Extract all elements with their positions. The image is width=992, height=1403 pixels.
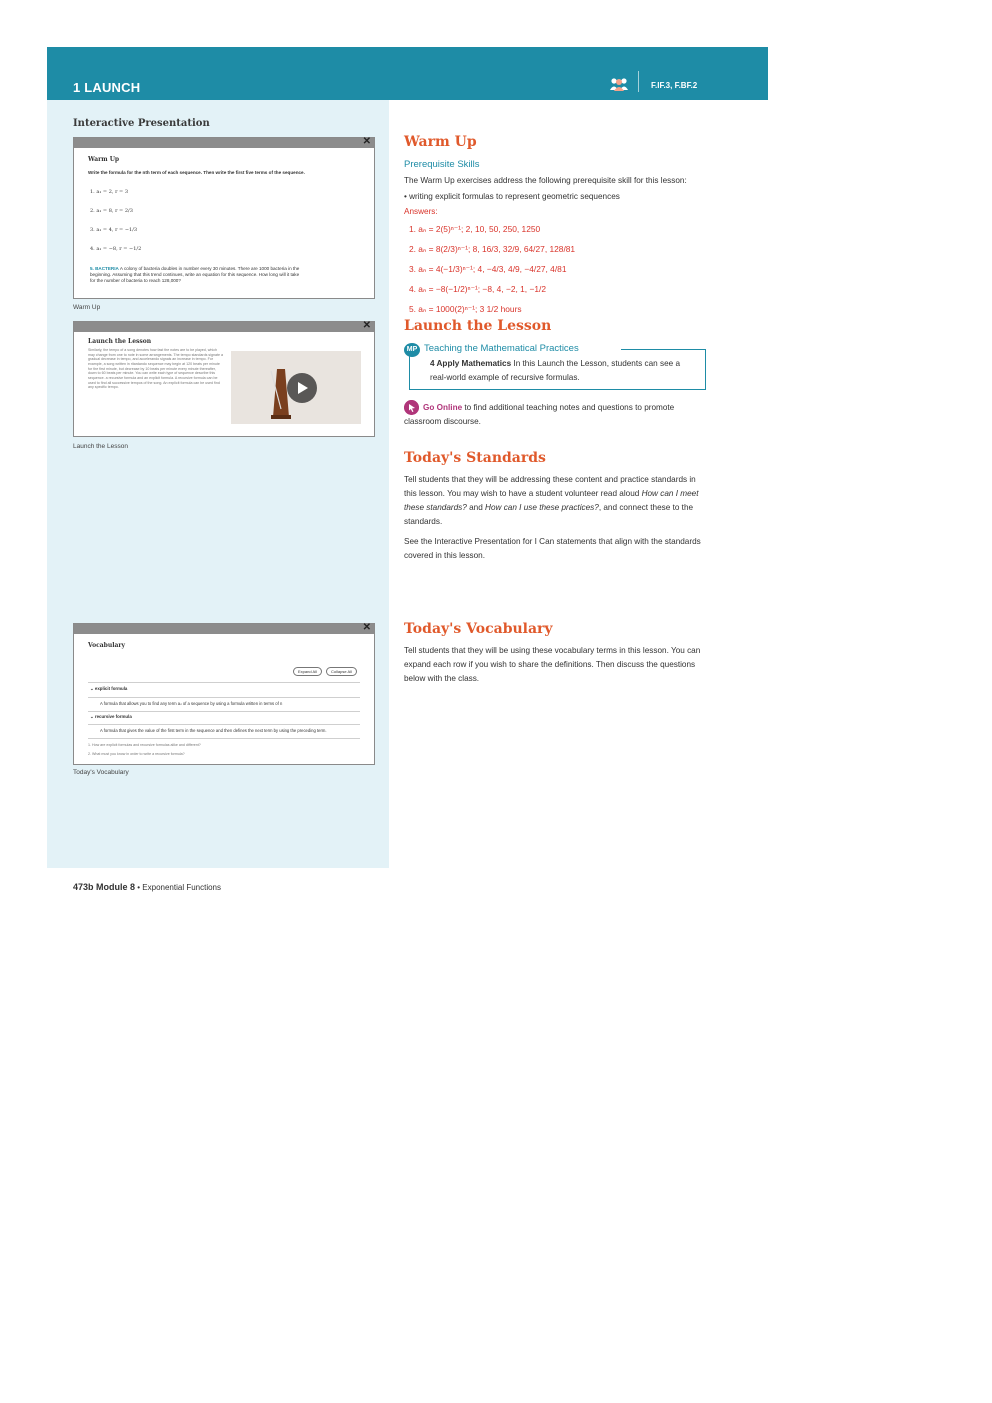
bacteria-text: A colony of bacteria doubles in number every 30 minutes. There are 1000 bacteria in the beginning. Assuming that this trend continues, write an equation for this sequence. How long will it take for the number of bacteria to reach 128,000? (90, 266, 300, 284)
warmup-instruction: Write the formula for the nth term of each sequence. Then write the first five terms of the sequence. (88, 170, 305, 175)
group-icon (609, 77, 629, 91)
mp-bold: 4 Apply Mathematics (430, 359, 512, 368)
warmup-title: Warm Up (404, 134, 477, 150)
answers-label: Answers: (404, 207, 438, 216)
interactive-presentation-title: Interactive Presentation (73, 118, 210, 129)
go-online-link[interactable]: Go Online (423, 403, 463, 412)
module-topic: Exponential Functions (142, 883, 221, 892)
launch-lesson-title: Launch the Lesson (404, 318, 552, 334)
page-number: 473b (73, 882, 94, 892)
answer-4: 4. aₙ = −8(−1/2)ⁿ⁻¹; −8, 4, −2, 1, −1/2 (409, 284, 546, 294)
warmup-bullet: • writing explicit formulas to represent geometric sequences (404, 192, 620, 201)
vocab-question-2: 2. What must you know in order to write a recursive formula? (88, 752, 185, 756)
play-button[interactable] (287, 373, 317, 403)
standards-paragraph-1: Tell students that they will be addressing these content and practice standards in this lesson. You may wish to have a student volunteer read aloud How can I meet these standards? and How can I use these practices?, and connect these to the standards. (404, 475, 699, 526)
mp-text (430, 357, 695, 385)
mp-box (409, 349, 706, 390)
warmup-intro: The Warm Up exercises address the following prerequisite skill for this lesson: (404, 176, 687, 185)
launch-caption: Launch the Lesson (73, 443, 128, 450)
header-divider (638, 71, 639, 92)
play-icon (298, 382, 308, 394)
metronome-video[interactable] (231, 351, 361, 424)
go-online-text (404, 401, 709, 429)
standards-paragraph-2: See the Interactive Presentation for I Can statements that align with the standards covered in this lesson. (404, 537, 701, 560)
mp-badge-icon: MP (404, 343, 420, 357)
vocab-divider (88, 738, 360, 739)
warmup-item-5 (90, 266, 300, 285)
launch-panel-text: Similarly, the tempo of a song denotes how fast the notes are to be played, which may change from one to note in some arrangements. The tempo standards signate a gradual decrease in tempo, and accelerando signals an increase in tempo. For example, a song written in ritardando sequence may begin at 120 beats per minute for the first minute, but decrease by 10 beats per minute every minute thereafter, down to 60 beats per minute. You can write each type of sequence describe this sequence. a recursive formula and an explicit formula. A recursive formula can be used to find all successive tempos of the song. An explicit formula can be used find any specific tempo. (88, 348, 223, 390)
panel-titlebar (74, 322, 374, 332)
bacteria-label: 5. BACTERIA (90, 266, 119, 271)
vocab-divider (88, 724, 360, 725)
warmup-panel[interactable] (73, 137, 375, 299)
answer-1: 1. aₙ = 2(5)ⁿ⁻¹; 2, 10, 50, 250, 1250 (409, 224, 541, 234)
todays-standards-title: Today's Standards (404, 450, 546, 466)
launch-panel[interactable] (73, 321, 375, 437)
warmup-item-3: 3. a₁ = 4, r = −1/3 (90, 227, 138, 233)
answer-3: 3. aₙ = 4(−1/3)ⁿ⁻¹; 4, −4/3, 4/9, −4/27, 4/81 (409, 264, 567, 274)
mp-body: In this Launch the Lesson, students can see a real-world example of recursive formulas. (430, 359, 681, 382)
vocab-divider (88, 682, 360, 683)
page-header (47, 47, 768, 100)
header-standards: F.IF.3, F.BF.2 (651, 81, 698, 90)
module-label: Module 8 (93, 882, 136, 892)
vocab-def-1: A formula that allows you to find any term aₙ of a sequence by using a formula written in terms of n (100, 701, 283, 706)
close-icon[interactable]: ✕ (362, 136, 371, 147)
vocab-divider (88, 711, 360, 712)
expand-all-button[interactable]: Expand All (293, 667, 322, 676)
vocab-term-1[interactable]: ⌄ explicit formula (90, 686, 128, 691)
vocabulary-panel[interactable] (73, 623, 375, 765)
vocab-def-2: A formula that gives the value of the first term in the sequence and then defines the next term by using the preceding term. (100, 728, 327, 733)
close-icon[interactable]: ✕ (362, 320, 371, 331)
mp-title: Teaching the Mathematical Practices (424, 343, 579, 354)
warmup-item-4: 4. a₁ = −8, r = −1/2 (90, 246, 142, 252)
warmup-item-2: 2. a₁ = 8, r = 2/3 (90, 208, 133, 214)
launch-panel-title: Launch the Lesson (88, 338, 152, 345)
vocab-question-1: 1. How are explicit formulas and recursive formulas alike and different? (88, 743, 201, 747)
go-online-body: to find additional teaching notes and questions to promote classroom discourse. (404, 403, 675, 426)
answer-5: 5. aₙ = 1000(2)ⁿ⁻¹; 3 1/2 hours (409, 304, 522, 314)
prerequisite-skills-subhead: Prerequisite Skills (404, 159, 480, 170)
vocab-term-2[interactable]: ⌄ recursive formula (90, 714, 132, 719)
vocabulary-paragraph: Tell students that they will be using these vocabulary terms in this lesson. You can expand each row if you wish to share the definitions. Then discuss the questions below with the class. (404, 646, 701, 683)
vocab-divider (88, 697, 360, 698)
vocabulary-caption: Today's Vocabulary (73, 769, 129, 776)
footer-separator: • (135, 883, 143, 892)
answer-2: 2. aₙ = 8(2/3)ⁿ⁻¹; 8, 16/3, 32/9, 64/27, 128/81 (409, 244, 576, 254)
panel-titlebar (74, 624, 374, 634)
vocabulary-panel-title: Vocabulary (88, 642, 126, 649)
warmup-item-1: 1. a₁ = 2, r = 3 (90, 189, 129, 195)
page-footer (73, 882, 221, 892)
interactive-presentation-column (47, 100, 389, 868)
warmup-caption: Warm Up (73, 304, 101, 311)
collapse-all-button[interactable]: Collapse All (326, 667, 357, 676)
warmup-panel-title: Warm Up (88, 156, 120, 163)
panel-titlebar (74, 138, 374, 148)
todays-vocabulary-title: Today's Vocabulary (404, 621, 553, 637)
header-title: 1 LAUNCH (73, 80, 141, 95)
close-icon[interactable]: ✕ (362, 622, 371, 633)
